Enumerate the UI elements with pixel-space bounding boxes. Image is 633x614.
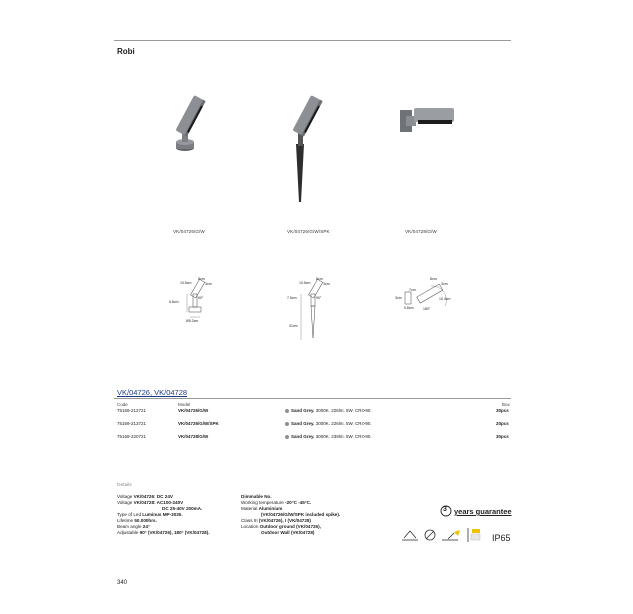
page-number: 340 — [117, 580, 128, 586]
color-swatch — [285, 409, 289, 413]
row-finish: Sand Grey. 3000K. 226lm. 5W. CRI>90. — [285, 421, 372, 426]
dim-bottom: 9.8cm — [404, 306, 414, 310]
dim-side: 6.8cm — [169, 300, 179, 304]
spec-line: Adjustable 90° (VK/04726), 180° (VK/04728). — [117, 530, 210, 535]
row-finish: Sand Grey. 3000K. 226lm. 5W. CRI>90. — [285, 408, 372, 413]
wall-light-icon — [468, 528, 480, 542]
spec-line: Beam angle 24° — [117, 524, 150, 529]
technical-drawing-1 — [168, 276, 228, 334]
product-caption-3: VK/04728/G/W — [405, 229, 437, 234]
dim-right: 3cm — [323, 282, 330, 286]
row-code: 75169-212721 — [117, 408, 147, 413]
row-code: 75169-213721 — [117, 421, 147, 426]
color-swatch — [285, 422, 289, 426]
spec-line: Working temperature -20°C -45°C. — [241, 500, 312, 505]
product-caption-2: VK/04726/G/W/SPK — [287, 229, 330, 234]
color-swatch — [285, 435, 289, 439]
dim-length: 31cm — [289, 324, 298, 328]
row-box: 20pcs — [496, 421, 509, 426]
spec-line: Dimmable No. — [241, 494, 272, 499]
table-row — [117, 408, 512, 416]
ground-light-icon — [442, 530, 460, 540]
dim-right: 10.4cm — [439, 297, 451, 301]
spec-line: Voltage VK/04726: DC 24V — [117, 494, 173, 499]
beam-angle-icon — [402, 531, 418, 540]
guarantee-text: years guarantee — [454, 507, 512, 516]
spec-line: Lifetime 50.000hrs. — [117, 518, 157, 523]
guarantee-number: 3 — [443, 506, 447, 513]
row-finish: Sand Grey. 3000K. 239lm. 5W. CRI>90. — [285, 434, 372, 439]
spec-line: Location Outdoor ground (VK/04726), — [241, 524, 321, 529]
dim-mid: 7cm — [409, 288, 416, 292]
dim-base: Ø5.2cm — [186, 319, 199, 323]
dim-angle: 180° — [423, 307, 431, 311]
row-box: 30pcs — [496, 408, 509, 413]
product-image-wall — [398, 100, 458, 140]
not-dimmable-icon — [425, 530, 435, 540]
table-row — [117, 434, 512, 442]
section-rule — [114, 398, 511, 399]
technical-drawing-2 — [283, 276, 343, 342]
dim-top: 8cm — [430, 277, 437, 281]
header-code: Code — [117, 402, 128, 407]
section-title: VK/04726, VK/04728 — [117, 388, 188, 397]
dim-side: 7.5cm — [287, 296, 297, 300]
product-image-spike — [283, 90, 343, 210]
product-caption-1: VK/04726/G/W — [173, 229, 205, 234]
row-box: 30pcs — [496, 434, 509, 439]
row-code: 75169-220721 — [117, 434, 147, 439]
dim-top: 8cm — [316, 277, 323, 281]
header-box: Box — [502, 402, 510, 407]
details-right — [241, 494, 340, 536]
spec-line: Outdoor Wall (VK/04728) — [261, 530, 315, 535]
page-title: Robi — [117, 47, 135, 56]
top-rule — [114, 40, 511, 41]
details-label: Details — [117, 483, 132, 488]
technical-drawing-3 — [395, 276, 463, 316]
product-image-base-mount — [160, 90, 230, 170]
spec-line: (VK/04726/G/W/SPK included spike). — [261, 512, 341, 517]
spec-line: Type of Led Luminus MP-3030. — [117, 512, 183, 517]
header-model: Model — [178, 402, 191, 407]
dim-topright: 3cm — [441, 282, 448, 286]
table-row — [117, 421, 512, 429]
dim-left: 10.5cm — [180, 281, 192, 285]
spec-line: DC 25-40V 200mA. — [162, 506, 203, 511]
ip-rating: IP65 — [492, 533, 511, 543]
dim-right: 3cm — [205, 282, 212, 286]
spec-line: Material Aluminium — [241, 506, 283, 511]
spec-line: Class III (VK/04726), I (VK/04728) — [241, 518, 311, 523]
row-model: VK/04726/G/W — [178, 408, 209, 413]
details-left — [117, 494, 210, 536]
dim-left: 3cm — [395, 296, 402, 300]
spec-line: Voltage VK/04728: AC100-240V — [117, 500, 184, 505]
row-model: VK/04726/G/W/SPK — [178, 421, 219, 426]
row-model: VK/04728/G/W — [178, 434, 209, 439]
feature-icons — [400, 526, 490, 546]
dim-left: 10.5cm — [299, 281, 311, 285]
dim-angle: 90° — [198, 296, 204, 300]
dim-top: 8cm — [198, 277, 205, 281]
dim-angle: 90° — [316, 296, 322, 300]
